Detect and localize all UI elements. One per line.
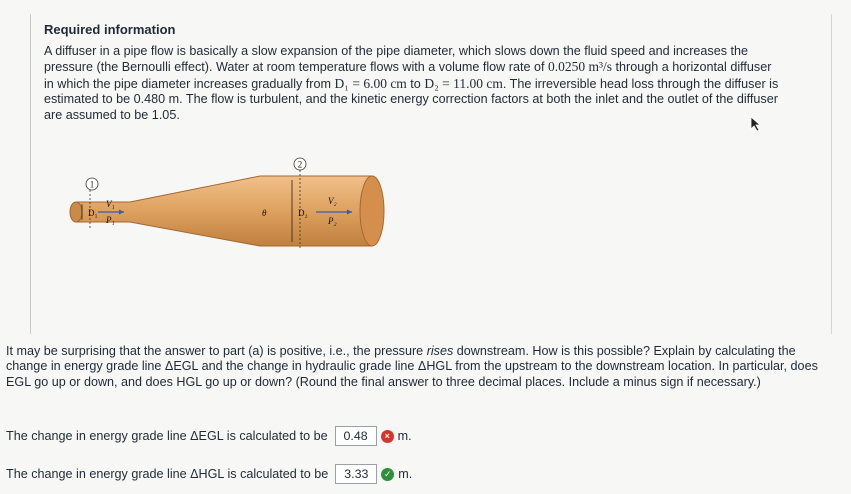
answer-prefix: The change in energy grade line ΔEGL is calculated to be: [6, 429, 328, 443]
problem-statement: [44, 44, 784, 123]
question-post: downstream. How is this possible? Explain by calculating the change in energy grade line ΔEGL and the change in hydraulic grade line ΔHGL from the upstream to the downstream location. In particular, does EGL go up or down, and does HGL go up or down? (Round the final answer to three decimal places. Include a minus sign if necessary.): [6, 344, 818, 389]
answer-input-hgl[interactable]: 3.33: [335, 464, 377, 484]
problem-text-1: A diffuser in a pipe flow is basically a slow expansion of the pipe diameter, which slows down the fluid speed and increases the pressure (the Bernoulli effect). Water at room temperature flows with a volume flow rate of: [44, 44, 749, 75]
flow-rate: 0.0250 m³/s: [547, 59, 613, 75]
required-info-heading: Required information: [44, 22, 176, 37]
answer-input-egl[interactable]: 0.48: [335, 426, 377, 446]
diffuser-diagram: [60, 150, 390, 310]
diameter-2: D₂ = 11.00 cm: [424, 75, 503, 91]
correct-icon: ✓: [381, 468, 394, 481]
label-v1: V₁: [106, 199, 115, 209]
answer-row-hgl: [6, 464, 412, 484]
answer-prefix: The change in energy grade line ΔHGL is calculated to be: [6, 467, 329, 481]
problem-text-3: to: [406, 76, 425, 91]
incorrect-icon: ×: [381, 430, 394, 443]
label-d1: D₁: [88, 208, 98, 218]
pipe-outlet-end: [360, 176, 384, 246]
label-d2: D₂: [298, 208, 308, 218]
diameter-1: D₁ = 6.00 cm: [334, 75, 407, 91]
cursor-icon: [750, 116, 764, 132]
answer-unit: m.: [398, 467, 413, 481]
station-1-label: 1: [89, 179, 95, 190]
pipe-inlet-end: [70, 202, 82, 222]
question-emph: rises: [426, 344, 454, 358]
problem-text-4: . The irreversible head loss through the diffuser is estimated to be 0.480 m. The flow is turbulent, and the kinetic energy correction factors at both the inlet and the outlet of the diffuser are assumed to be 1.05.: [44, 76, 779, 122]
label-p2: P₂: [328, 216, 337, 226]
answer-unit: m.: [397, 429, 412, 443]
label-theta: θ: [262, 208, 267, 218]
label-p1: P₁: [106, 215, 115, 225]
answer-row-egl: [6, 426, 412, 446]
label-v2: V₂: [328, 196, 337, 206]
problem-text-2: through a horizontal diffuser in which the pipe diameter increases gradually from: [44, 60, 772, 91]
station-2-label: 2: [297, 159, 303, 170]
question-text: [6, 344, 826, 390]
question-pre: It may be surprising that the answer to part (a) is positive, i.e., the pressure: [6, 344, 427, 358]
